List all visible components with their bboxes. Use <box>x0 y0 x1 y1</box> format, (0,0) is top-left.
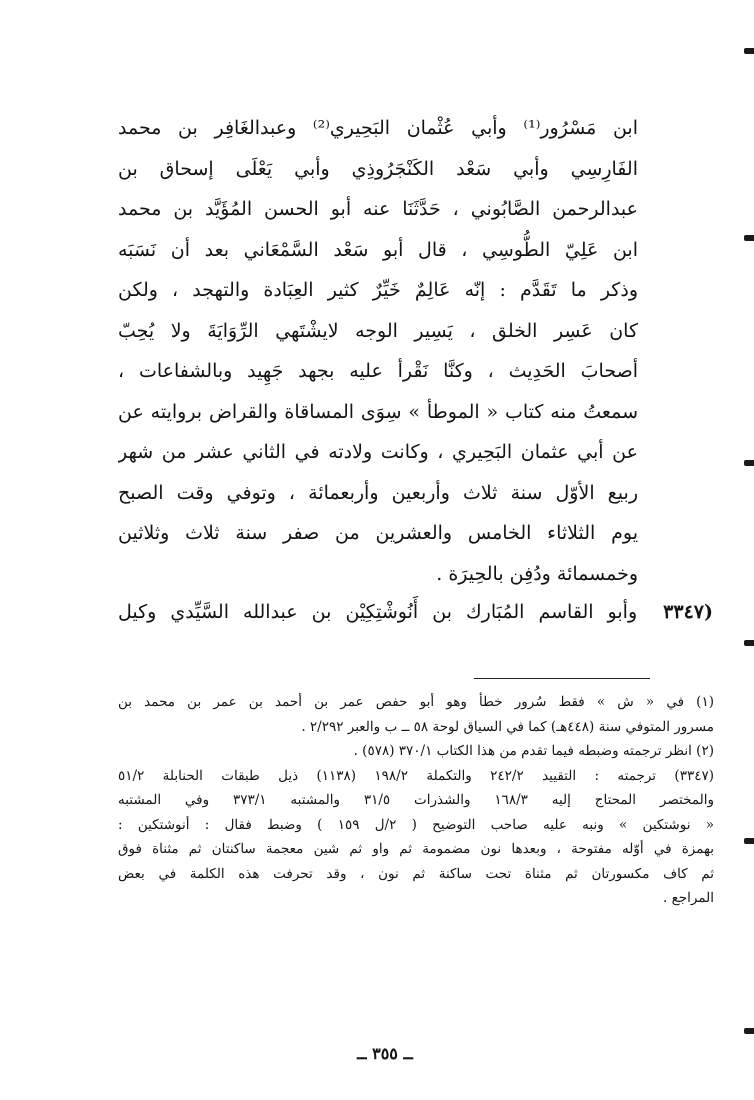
edge-mark <box>744 235 754 241</box>
text-line: أصحابَ الحَدِيث ، وكنَّا نَقْرأ عليه بجهد جَهِيد وبالشفاعات ، <box>118 360 638 382</box>
footnote-line: المراجع . <box>663 890 714 906</box>
text-line: ابن عَلِيّ الطُّوسِي ، قال أبو سَعْد السَّمْعَاني بعد أن نَسَبَه <box>118 238 638 261</box>
edge-mark <box>744 460 754 466</box>
page-number: ــ ٣٥٥ ــ <box>357 1044 413 1063</box>
text-line: ابن مَسْرُور⁽¹⁾ وأبي عُثْمان البَحِيري⁽²⁾ وعبدالغَافِر بن محمد <box>118 117 638 139</box>
biography-entry <box>118 592 713 632</box>
text-line: وذكر ما تَقَدَّم : إنّه عَالِمٌ خَيِّرٌ كثير العِبَادة والتهجد ، ولكن <box>118 279 638 301</box>
footnote-line: (٢) انظر ترجمته وضبطه فيما تقدم من هذا الكتاب ٣٧٠/١ (٥٧٨) . <box>353 743 714 759</box>
entry-text: وأبو القاسم المُبَارك بن أَنُوشْتِكِيْن بن عبدالله السَّيِّدي وكيل <box>118 601 638 623</box>
footnote-line: والمختصر المحتاج إليه ١٦٨/٣ والشذرات ٣١/٥ والمشتبه ٣٧٣/١ وفي المشتبه <box>118 792 714 808</box>
main-text-block <box>118 108 638 594</box>
footnote-line: ثم كاف مكسورتان ثم مثناة تحت ساكنة ثم نون ، وقد تحرفت هذه الكلمة في بعض <box>118 865 714 882</box>
text-line: عبدالرحمن الصَّابُوني ، حَدَّثَنَا عنه أبو الحسن المُؤَيَّد بن محمد <box>118 198 638 220</box>
entry-number: (٣٣٤٧ <box>663 601 713 623</box>
footnote-line: بهمزة في أوّله مفتوحة ، وبعدها نون مضمومة ثم واو ثم شين معجمة ساكنتان ثم مثناة فوق <box>118 841 714 857</box>
edge-mark <box>744 640 754 646</box>
footnotes-block <box>118 690 714 911</box>
text-line: وخمسمائة ودُفِن بالحِيرَة . <box>436 562 638 585</box>
text-line: يوم الثلاثاء الخامس والعشرين من صفر سنة ثلاث وثلاثين <box>118 522 638 544</box>
text-line: كان عَسِر الخلق ، يَسِير الوجه لايشْتَهي الرِّوَايَةَ ولا يُحِبّ <box>118 319 638 342</box>
footnote-line: « نوشتكين » ونبه عليه صاحب التوضيح ( ٢/ل ١٥٩ ) وضبط فقال : أنوشتكين : <box>118 816 714 833</box>
text-line: عن أبي عثمان البَحِيري ، وكانت ولادته في الثاني عشر من شهر <box>118 441 638 463</box>
edge-mark <box>744 1028 754 1034</box>
text-line: ربيع الأوّل سنة ثلاث وأربعين وأربعمائة ، وتوفي وقت الصبح <box>118 481 638 504</box>
text-line: سمعتُ منه كتاب « الموطأ » سِوَى المساقاة والقراض بروايته عن <box>118 400 638 423</box>
edge-mark <box>744 48 754 54</box>
edge-mark <box>744 838 754 844</box>
text-line: الفَارِسِي وأبي سَعْد الكَنْجَرُوذِي وأبي يَعْلَى إسحاق بن <box>118 157 638 180</box>
footnote-line: (٣٣٤٧) ترجمته : التقييد ٢٤٢/٢ والتكملة ١٩٨/٢ (١١٣٨) ذيل طبقات الحنابلة ٥١/٢ <box>118 767 714 784</box>
footnote-line: (١) في « ش » فقط سُرور خطأ وهو أبو حفص عمر بن أحمد بن عمر بن محمد بن <box>118 694 714 710</box>
footnote-divider <box>474 678 650 679</box>
footnote-line: مسرور المتوفي سنة (٤٤٨هـ) كما في السياق لوحة ٥٨ ــ ب والعبر ٢/٢٩٢ . <box>301 718 714 735</box>
